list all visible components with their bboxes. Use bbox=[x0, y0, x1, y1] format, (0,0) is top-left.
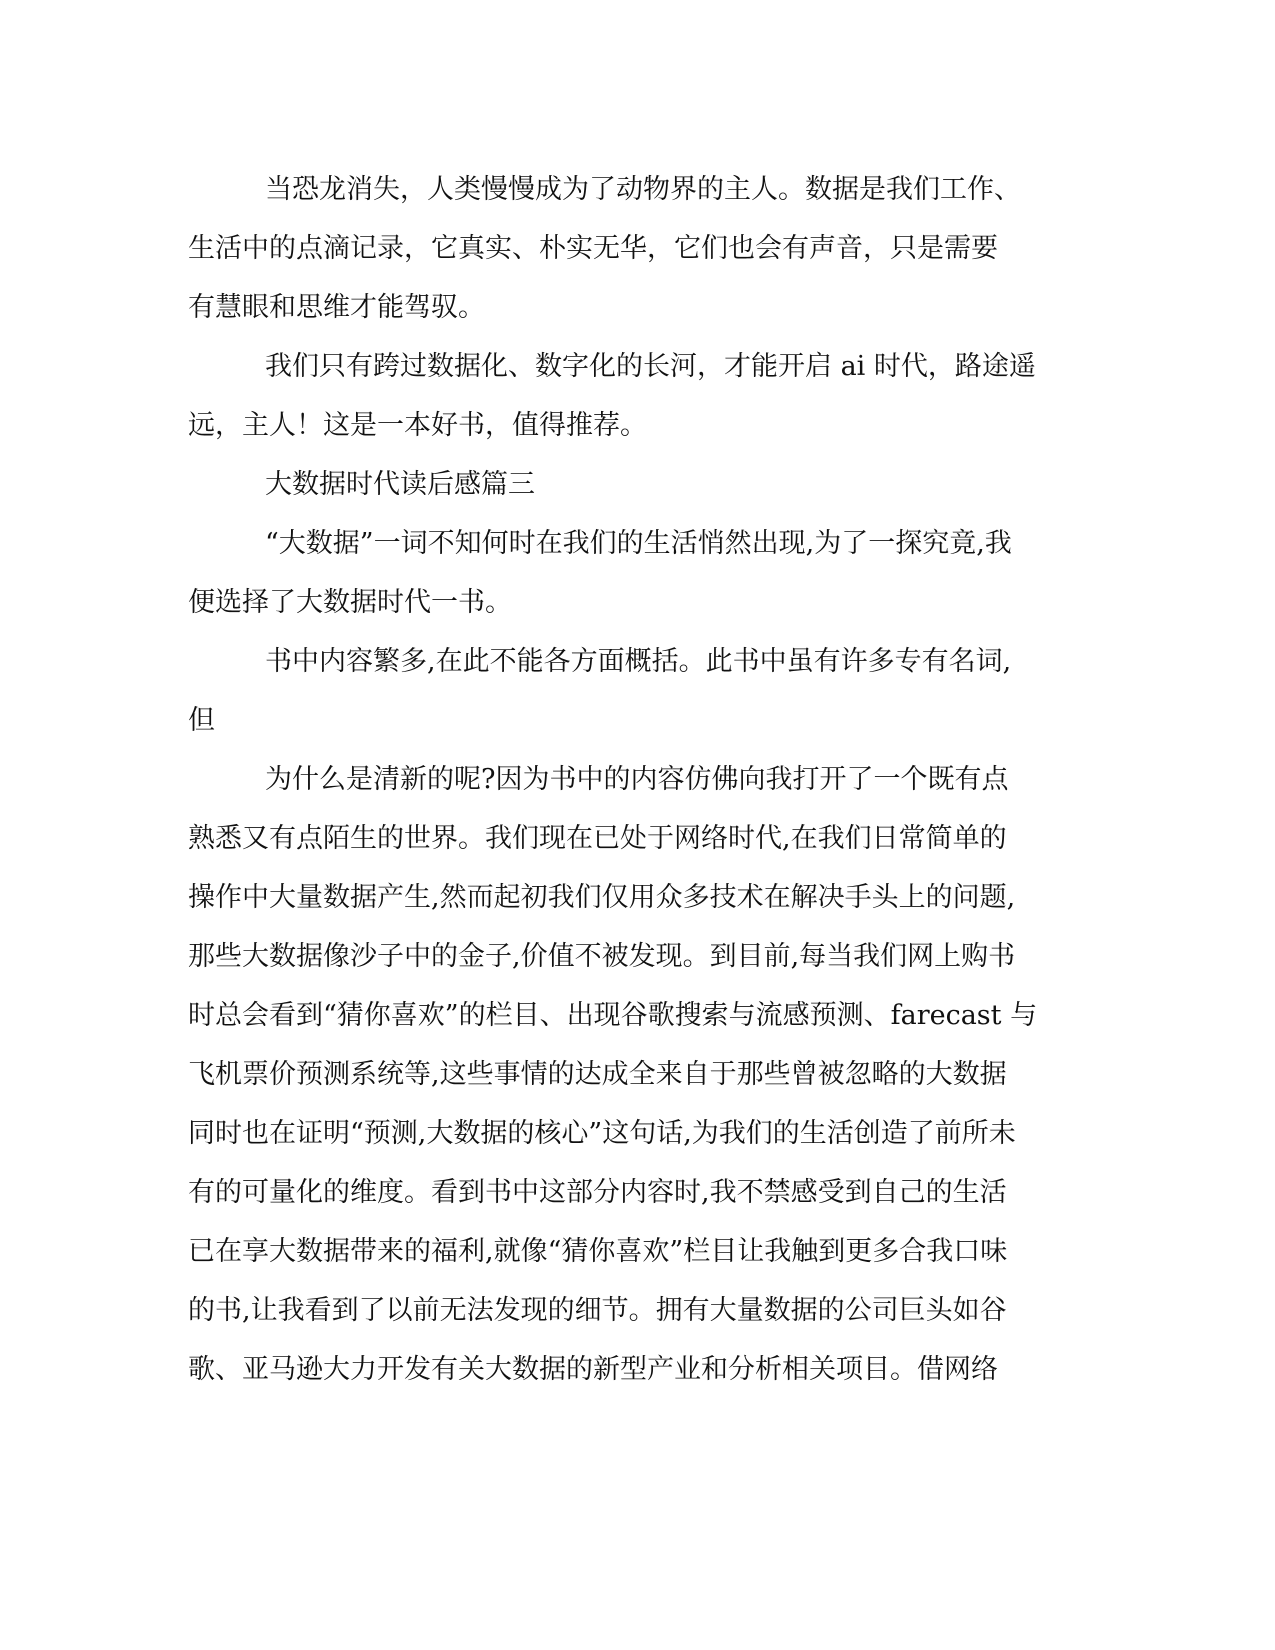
text-line: 便选择了大数据时代一书。 bbox=[188, 587, 512, 618]
text-line: 我们只有跨过数据化、数字化的长河，才能开启 ai 时代，路途遥 bbox=[265, 351, 1036, 382]
text-line: 当恐龙消失，人类慢慢成为了动物界的主人。数据是我们工作、 bbox=[265, 174, 1021, 205]
section-heading: 大数据时代读后感篇三 bbox=[265, 469, 535, 500]
text-line: 已在享大数据带来的福利,就像“猜你喜欢”栏目让我触到更多合我口味 bbox=[188, 1236, 1008, 1267]
text-line: 歌、亚马逊大力开发有关大数据的新型产业和分析相关项目。借网络 bbox=[188, 1354, 998, 1385]
text-line: 生活中的点滴记录，它真实、朴实无华，它们也会有声音，只是需要 bbox=[188, 233, 998, 264]
text-line: 但 bbox=[188, 705, 215, 736]
text-line: 有的可量化的维度。看到书中这部分内容时,我不禁感受到自己的生活 bbox=[188, 1177, 1007, 1208]
text-line: “大数据”一词不知何时在我们的生活悄然出现,为了一探究竟,我 bbox=[265, 528, 1012, 559]
text-line: 书中内容繁多,在此不能各方面概括。此书中虽有许多专有名词, bbox=[265, 646, 1012, 677]
text-line: 同时也在证明“预测,大数据的核心”这句话,为我们的生活创造了前所未 bbox=[188, 1118, 1016, 1149]
text-line: 时总会看到“猜你喜欢”的栏目、出现谷歌搜索与流感预测、farecast 与 bbox=[188, 1000, 1038, 1031]
text-line: 飞机票价预测系统等,这些事情的达成全来自于那些曾被忽略的大数据 bbox=[188, 1059, 1007, 1090]
text-line: 熟悉又有点陌生的世界。我们现在已处于网络时代,在我们日常简单的 bbox=[188, 823, 1007, 854]
text-line: 操作中大量数据产生,然而起初我们仅用众多技术在解决手头上的问题, bbox=[188, 882, 1016, 913]
text-line: 为什么是清新的呢?因为书中的内容仿佛向我打开了一个既有点 bbox=[265, 764, 1009, 795]
text-line: 那些大数据像沙子中的金子,价值不被发现。到目前,每当我们网上购书 bbox=[188, 941, 1016, 972]
text-line: 的书,让我看到了以前无法发现的细节。拥有大量数据的公司巨头如谷 bbox=[188, 1295, 1007, 1326]
text-line: 远，主人！这是一本好书，值得推荐。 bbox=[188, 410, 647, 441]
document-body bbox=[188, 160, 1088, 1399]
text-line: 有慧眼和思维才能驾驭。 bbox=[188, 292, 485, 323]
